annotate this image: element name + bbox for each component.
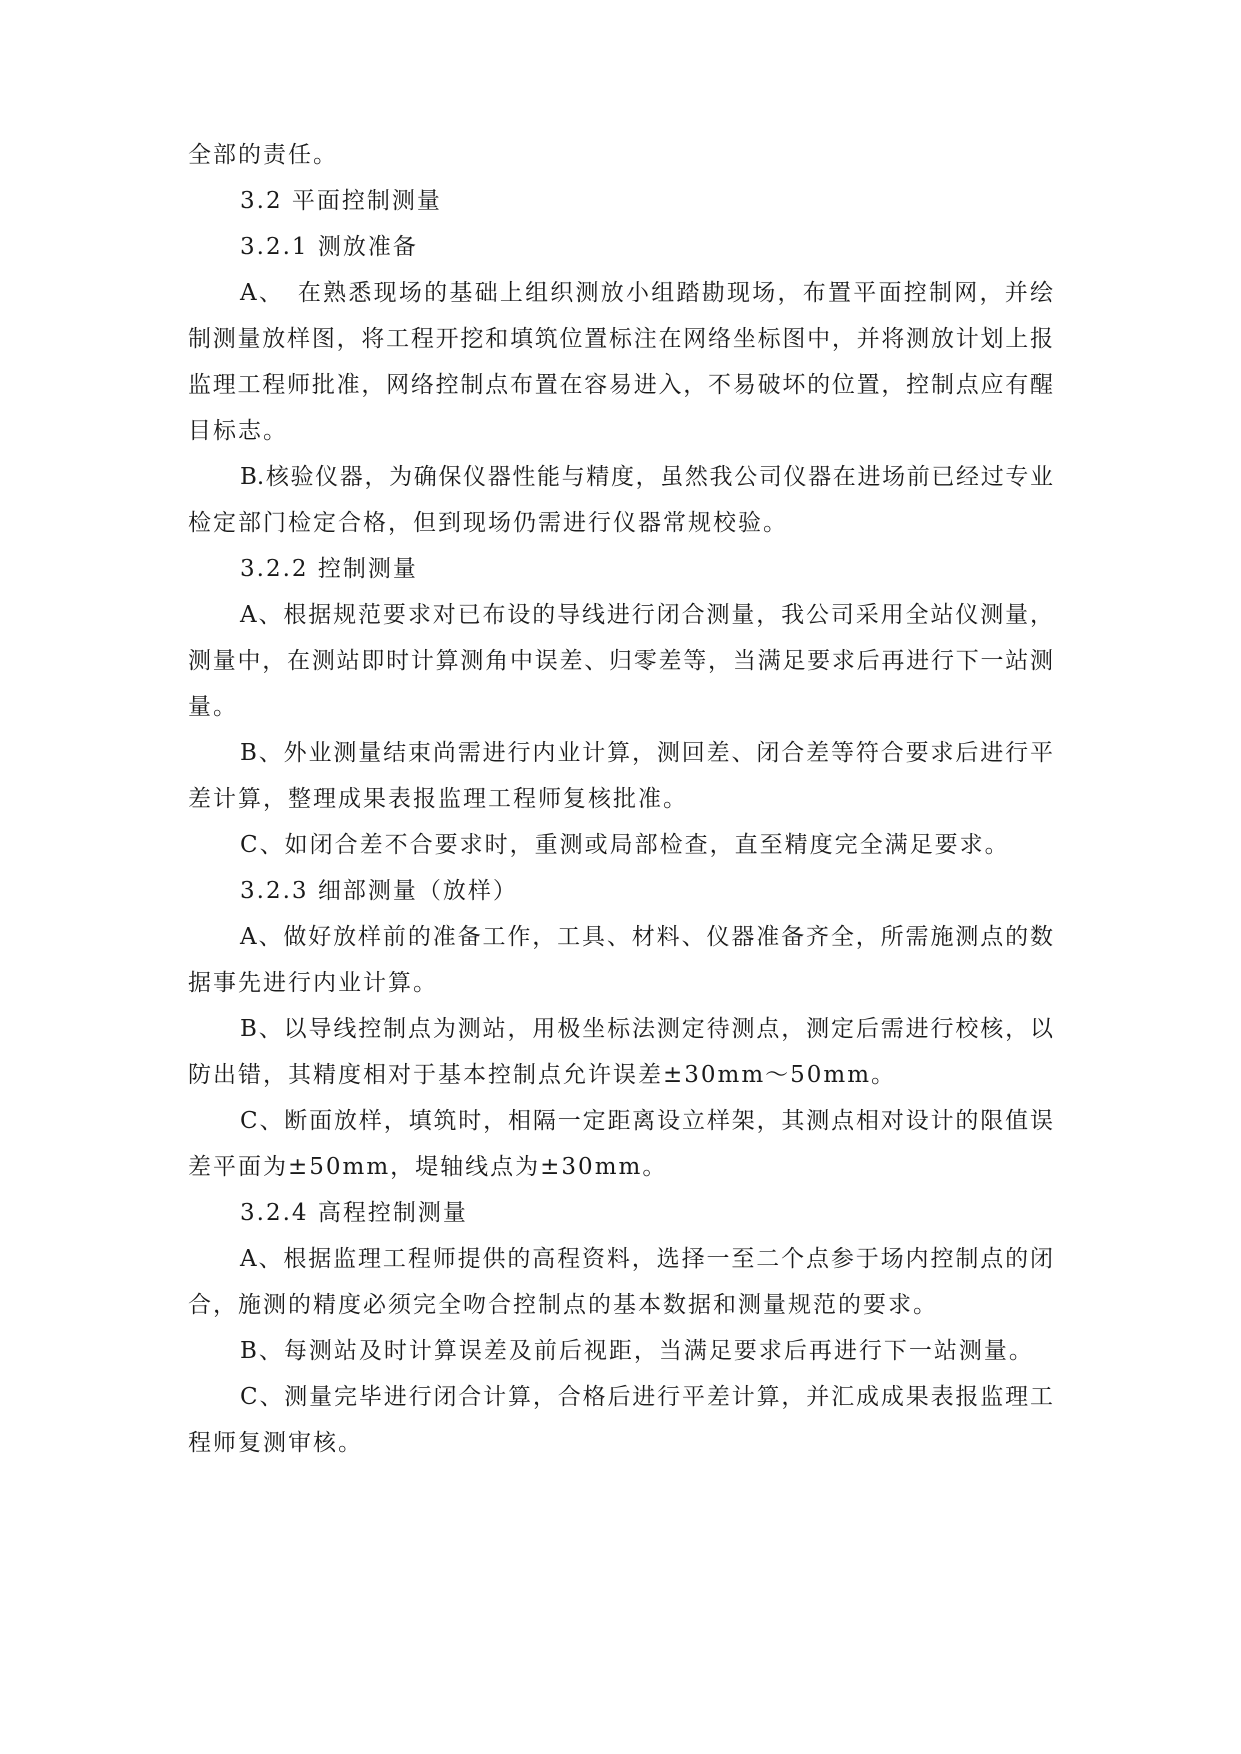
paragraph-c3-line2: 差平面为±50mm，堤轴线点为±30mm。 [188, 1154, 668, 1180]
heading-3-2: 3.2 平面控制测量 [240, 188, 442, 214]
paragraph-b3-line1: B、以导线控制点为测站，用极坐标法测定待测点，测定后需进行校核，以 [240, 1016, 1053, 1042]
heading-3-2-3: 3.2.3 细部测量（放样） [240, 878, 518, 904]
paragraph-a1-line3: 监理工程师批准，网络控制点布置在容易进入，不易破坏的位置，控制点应有醒 [188, 372, 1053, 398]
paragraph-c2-line1: C、如闭合差不合要求时，重测或局部检查，直至精度完全满足要求。 [240, 832, 1010, 858]
paragraph-b3-line2: 防出错，其精度相对于基本控制点允许误差±30mm～50mm。 [188, 1062, 897, 1088]
paragraph-b1-line1: B.核验仪器，为确保仪器性能与精度，虽然我公司仪器在进场前已经过专业 [240, 464, 1053, 490]
heading-3-2-1: 3.2.1 测放准备 [240, 234, 418, 260]
paragraph-c4-line2: 程师复测审核。 [188, 1430, 363, 1456]
paragraph-a1-line2: 制测量放样图，将工程开挖和填筑位置标注在网络坐标图中，并将测放计划上报 [188, 326, 1053, 352]
paragraph-c4-line1: C、测量完毕进行闭合计算，合格后进行平差计算，并汇成成果表报监理工 [240, 1384, 1053, 1410]
paragraph-continuation: 全部的责任。 [188, 142, 338, 168]
heading-3-2-2: 3.2.2 控制测量 [240, 556, 418, 582]
paragraph-b4-line1: B、每测站及时计算误差及前后视距，当满足要求后再进行下一站测量。 [240, 1338, 1034, 1364]
paragraph-c3-line1: C、断面放样，填筑时，相隔一定距离设立样架，其测点相对设计的限值误 [240, 1108, 1053, 1134]
paragraph-a3-line2: 据事先进行内业计算。 [188, 970, 438, 996]
paragraph-a2-line3: 量。 [188, 694, 238, 720]
paragraph-b1-line2: 检定部门检定合格，但到现场仍需进行仪器常规校验。 [188, 510, 788, 536]
paragraph-a4-line1: A、根据监理工程师提供的高程资料，选择一至二个点参于场内控制点的闭 [240, 1246, 1053, 1272]
heading-3-2-4: 3.2.4 高程控制测量 [240, 1200, 468, 1226]
paragraph-b2-line2: 差计算，整理成果表报监理工程师复核批准。 [188, 786, 688, 812]
paragraph-a1-line4: 目标志。 [188, 418, 288, 444]
paragraph-b2-line1: B、外业测量结束尚需进行内业计算，测回差、闭合差等符合要求后进行平 [240, 740, 1053, 766]
paragraph-a4-line2: 合，施测的精度必须完全吻合控制点的基本数据和测量规范的要求。 [188, 1292, 938, 1318]
paragraph-a3-line1: A、做好放样前的准备工作，工具、材料、仪器准备齐全，所需施测点的数 [240, 924, 1053, 950]
paragraph-a2-line2: 测量中，在测站即时计算测角中误差、归零差等，当满足要求后再进行下一站测 [188, 648, 1053, 674]
paragraph-a2-line1: A、根据规范要求对已布设的导线进行闭合测量，我公司采用全站仪测量， [240, 602, 1053, 628]
paragraph-a1-line1: A、 在熟悉现场的基础上组织测放小组踏勘现场，布置平面控制网，并绘 [240, 280, 1053, 306]
